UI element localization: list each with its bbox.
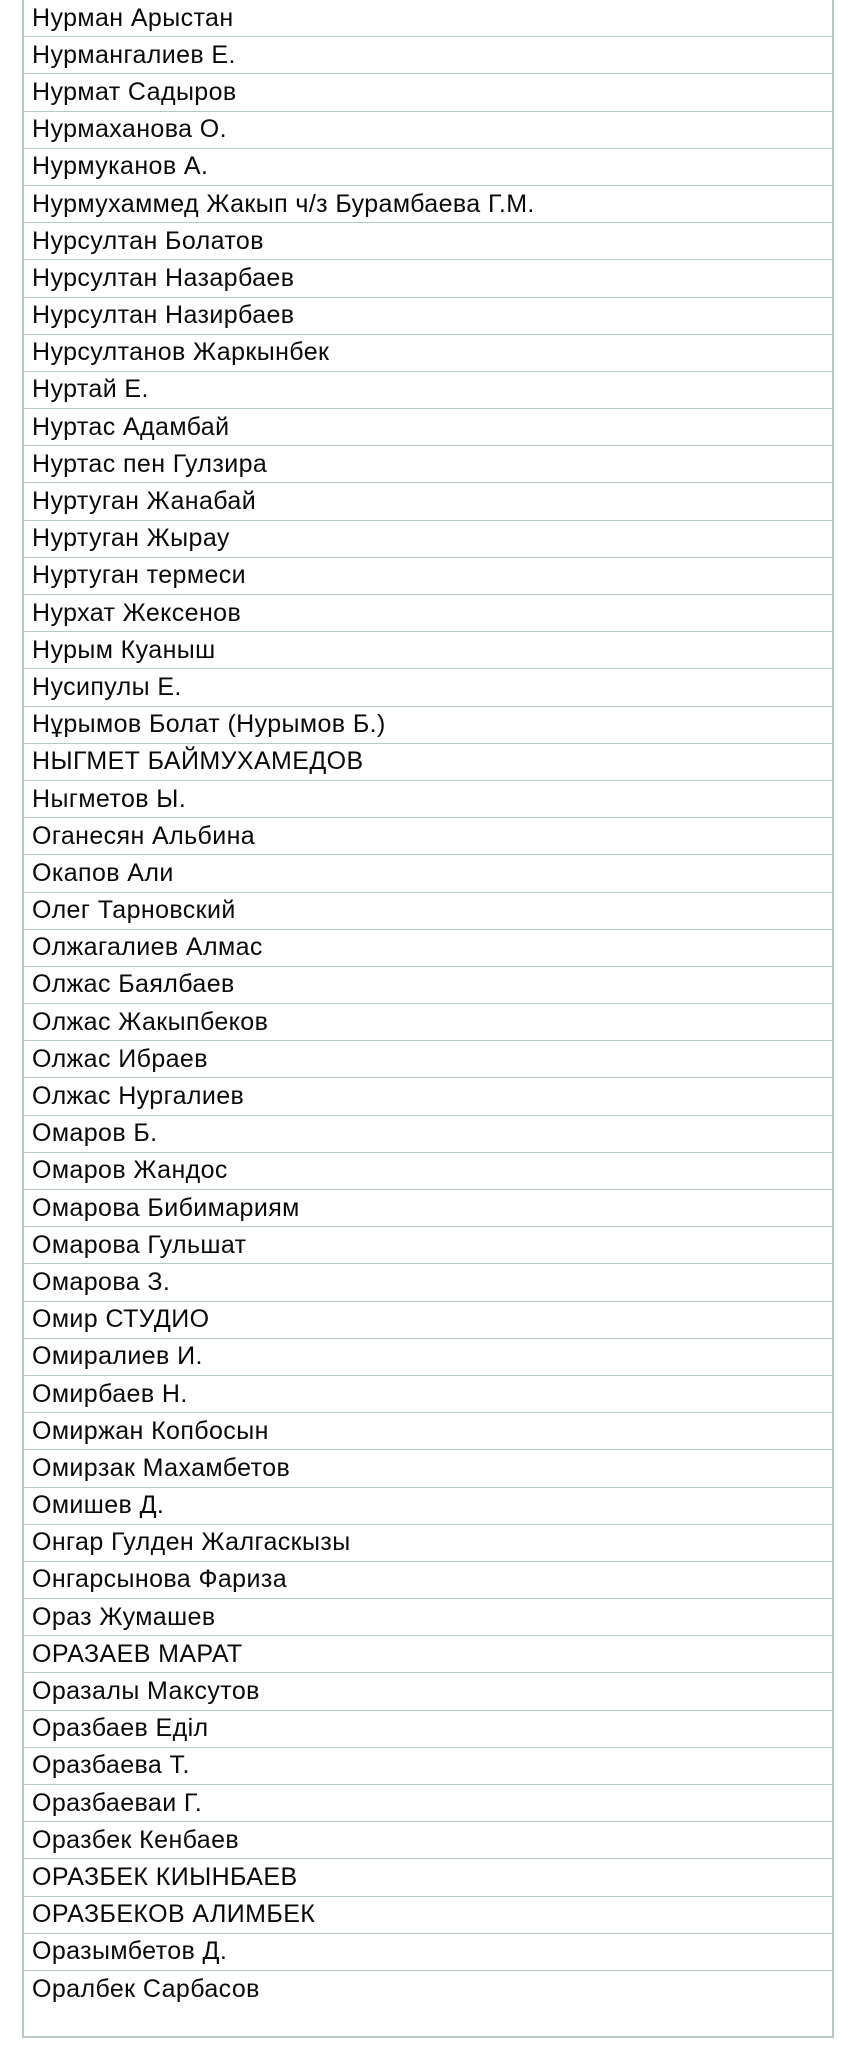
list-item: Онгарсынова Фариза <box>24 1562 832 1599</box>
list-item: Омаров Б. <box>24 1116 832 1153</box>
list-item: Нуртай Е. <box>24 372 832 409</box>
list-item: Нуртас Адамбай <box>24 409 832 446</box>
list-item: Омарова З. <box>24 1264 832 1301</box>
list-item: Нурсултанов Жаркынбек <box>24 335 832 372</box>
list-item: Нурхат Жексенов <box>24 595 832 632</box>
list-item: Нұрымов Болат (Нурымов Б.) <box>24 707 832 744</box>
list-item: Олжас Жакыпбеков <box>24 1004 832 1041</box>
list-item: Олег Тарновский <box>24 893 832 930</box>
list-item: ОРАЗАЕВ МАРАТ <box>24 1636 832 1673</box>
list-item: Оразымбетов Д. <box>24 1934 832 1971</box>
list-item: Нурсултан Назирбаев <box>24 298 832 335</box>
list-item: Омиржан Копбосын <box>24 1413 832 1450</box>
list-item: Ныгметов Ы. <box>24 781 832 818</box>
list-item: Омиралиев И. <box>24 1339 832 1376</box>
list-item: Нурсултан Назарбаев <box>24 260 832 297</box>
list-item: Нурман Арыстан <box>24 0 832 37</box>
list-item: Оразбек Кенбаев <box>24 1822 832 1859</box>
list-item: Оразалы Максутов <box>24 1673 832 1710</box>
list-item: Нуртуган термеси <box>24 558 832 595</box>
list-item: Оганесян Альбина <box>24 818 832 855</box>
list-item: Омирзак Махамбетов <box>24 1450 832 1487</box>
list-item: НЫГМЕТ БАЙМУХАМЕДОВ <box>24 744 832 781</box>
list-item: Нурсултан Болатов <box>24 223 832 260</box>
list-item: Омишев Д. <box>24 1488 832 1525</box>
list-item: Нуртуган Жырау <box>24 521 832 558</box>
list-item: Нурмаханова О. <box>24 112 832 149</box>
list-item: Омир СТУДИО <box>24 1302 832 1339</box>
list-item: Окапов Али <box>24 855 832 892</box>
list-item: Нуртас пен Гулзира <box>24 446 832 483</box>
list-item: Омарова Гульшат <box>24 1227 832 1264</box>
list-item: Нуртуган Жанабай <box>24 483 832 520</box>
list-item: Олжагалиев Алмас <box>24 930 832 967</box>
list-item: Оразбаеваи Г. <box>24 1785 832 1822</box>
list-item: Олжас Нургалиев <box>24 1078 832 1115</box>
list-item: Нурмуканов А. <box>24 149 832 186</box>
list-item: Омаров Жандос <box>24 1153 832 1190</box>
list-item: Нурмат Садыров <box>24 74 832 111</box>
list-item: Омарова Бибимариям <box>24 1190 832 1227</box>
list-item: Олжас Баялбаев <box>24 967 832 1004</box>
list-item: Омирбаев Н. <box>24 1376 832 1413</box>
list-item: ОРАЗБЕКОВ АЛИМБЕК <box>24 1897 832 1934</box>
names-list <box>22 0 834 2038</box>
list-item: Олжас Ибраев <box>24 1041 832 1078</box>
list-item: Оралбек Сарбасов <box>32 1975 260 2004</box>
list-item: Оразбаева Т. <box>24 1748 832 1785</box>
list-item: Нусипулы Е. <box>24 669 832 706</box>
list-item: ОРАЗБЕК КИЫНБАЕВ <box>24 1859 832 1896</box>
list-item: Оразбаев Еділ <box>24 1711 832 1748</box>
list-item: Онгар Гулден Жалгаскызы <box>24 1525 832 1562</box>
list-item: Нурмангалиев Е. <box>24 37 832 74</box>
list-item: Ораз Жумашев <box>24 1599 832 1636</box>
list-item: Нурым Куаныш <box>24 632 832 669</box>
list-item: Нурмухаммед Жакып ч/з Бурамбаева Г.М. <box>24 186 832 223</box>
